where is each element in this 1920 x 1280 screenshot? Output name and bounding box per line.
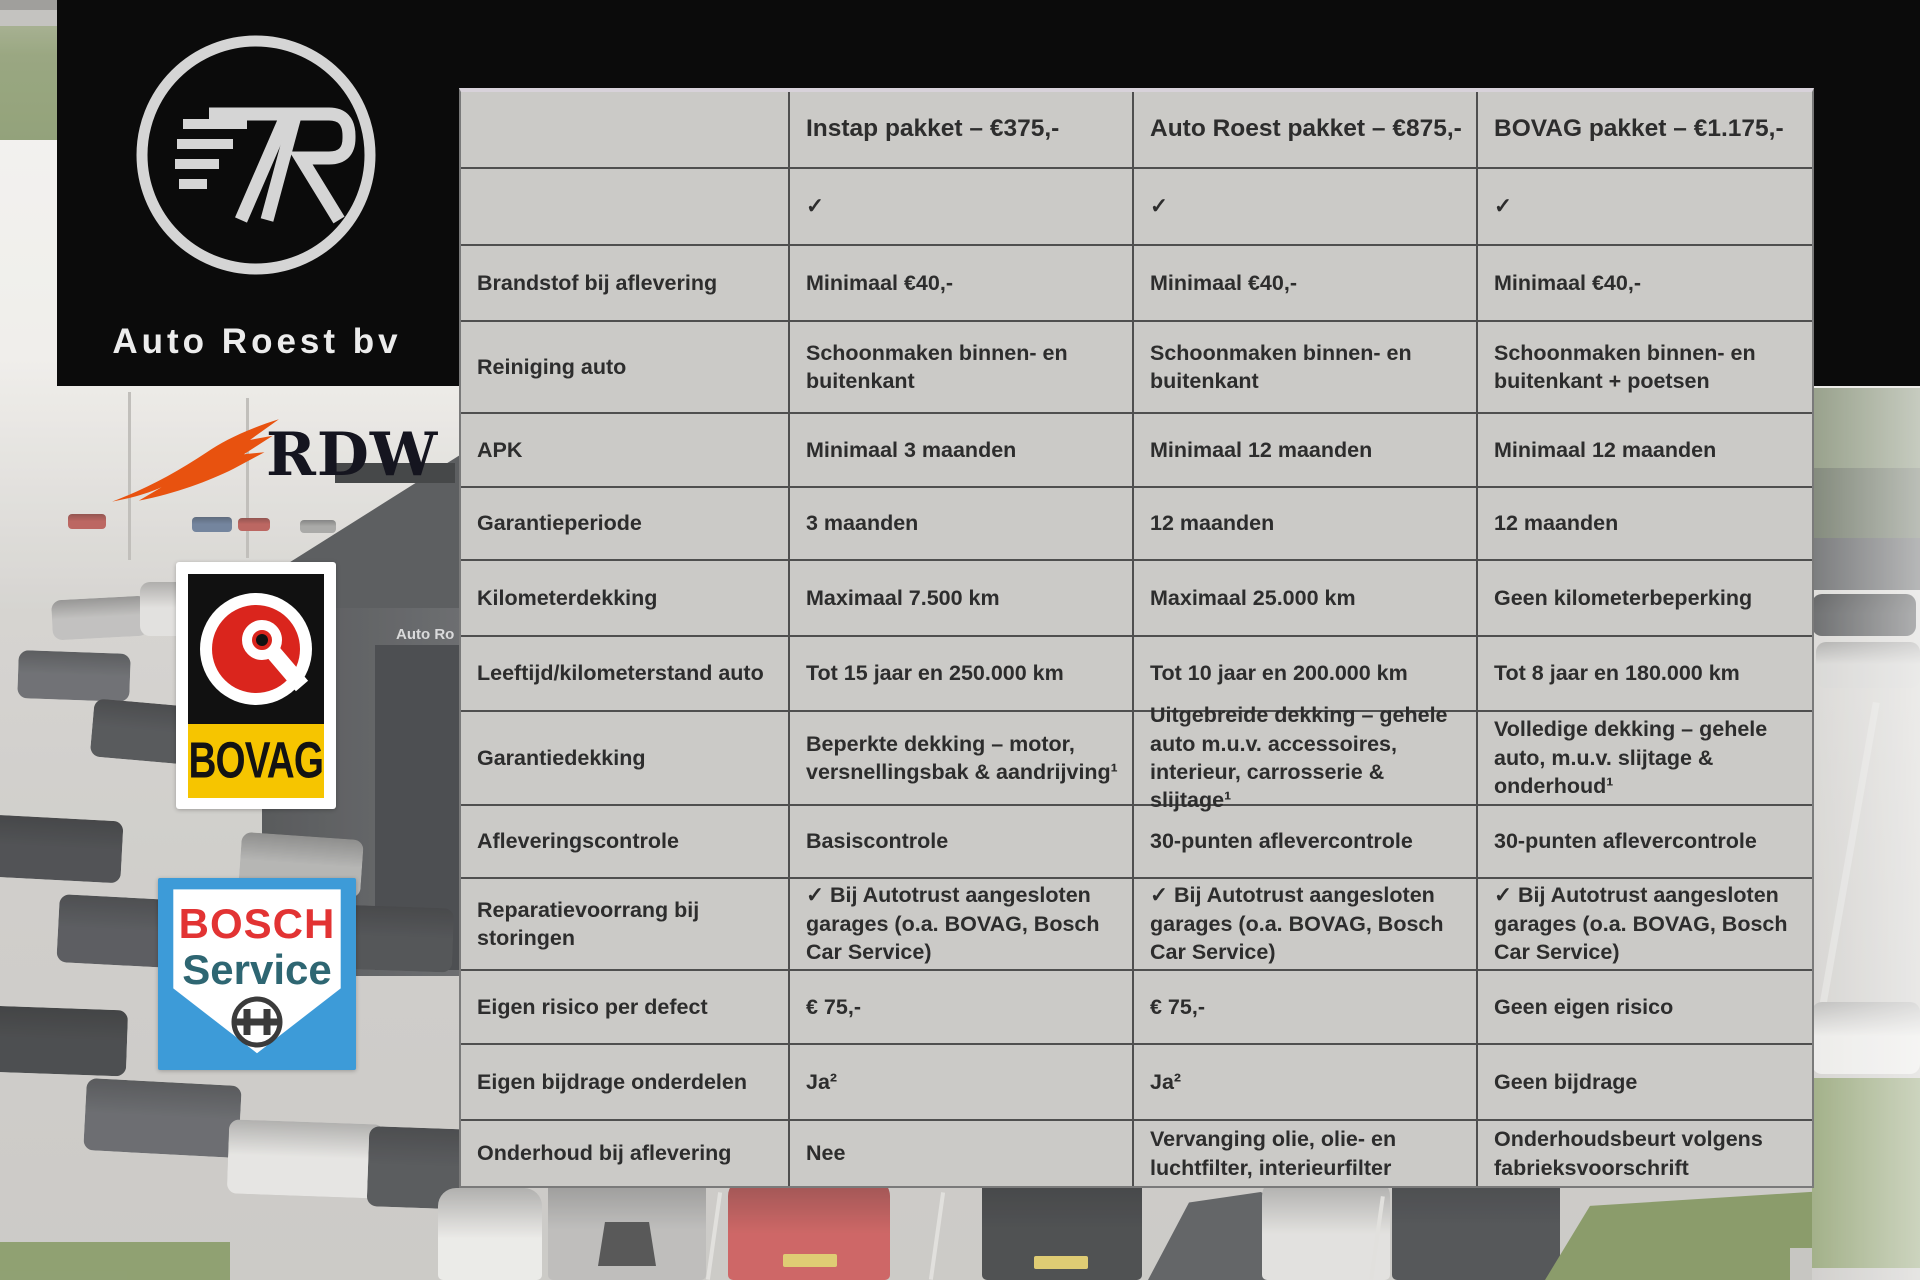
rdw-swoosh-icon bbox=[108, 412, 283, 512]
row-label: Garantiedekking bbox=[477, 745, 646, 770]
license-plate bbox=[1034, 1256, 1088, 1269]
cell: Minimaal €40,- bbox=[1476, 246, 1812, 320]
light-pole bbox=[1817, 702, 1879, 1018]
bovag-label: BOVAG bbox=[188, 732, 324, 789]
row-label: Brandstof bij aflevering bbox=[477, 270, 718, 295]
car-shape bbox=[728, 1178, 890, 1280]
row-label: Leeftijd/kilometerstand auto bbox=[477, 661, 764, 686]
bosch-label: BOSCH bbox=[178, 900, 336, 947]
cell: 12 maanden bbox=[1132, 488, 1476, 559]
bovag-band bbox=[188, 724, 324, 798]
cell: Schoonmaken binnen- en buitenkant bbox=[788, 322, 1132, 412]
cell: Geen eigen risico bbox=[1476, 971, 1812, 1043]
parking-line bbox=[929, 1192, 945, 1280]
table-row bbox=[461, 559, 1812, 635]
bosch-armature-icon bbox=[229, 994, 285, 1050]
header-instap-pakket: Instap pakket – €375,- bbox=[788, 92, 1132, 167]
auto-roest-logo-icon bbox=[129, 28, 383, 282]
row-label: APK bbox=[477, 437, 523, 462]
cell: Geen kilometerbeperking bbox=[1476, 561, 1812, 635]
bovag-logo bbox=[176, 562, 336, 809]
trees bbox=[1812, 388, 1920, 528]
bosch-service-logo bbox=[158, 878, 356, 1070]
car-shape bbox=[17, 650, 131, 702]
package-comparison-table bbox=[459, 88, 1814, 1188]
grass-strip bbox=[1812, 1078, 1920, 1268]
check-cell: ✓ bbox=[1476, 169, 1812, 244]
car-shape bbox=[68, 514, 106, 529]
header-empty-cell bbox=[461, 92, 788, 167]
cell: Minimaal 12 maanden bbox=[1132, 414, 1476, 486]
header-bovag-pakket: BOVAG pakket – €1.175,- bbox=[1476, 92, 1812, 167]
cell: 30-punten aflevercontrole bbox=[1132, 806, 1476, 877]
cell: ✓ Bij Autotrust aangesloten garages (o.a. BOVAG, Bosch Car Service) bbox=[788, 879, 1132, 969]
cell: Minimaal €40,- bbox=[1132, 246, 1476, 320]
cell: Minimaal €40,- bbox=[788, 246, 1132, 320]
bosch-service-label: Service bbox=[182, 946, 332, 993]
cell: Ja² bbox=[788, 1045, 1132, 1119]
car-shape bbox=[1812, 1002, 1920, 1074]
row-label: Afleveringscontrole bbox=[477, 829, 679, 854]
car-grille bbox=[598, 1222, 656, 1266]
table-header-row bbox=[461, 92, 1812, 167]
row-label: Eigen risico per defect bbox=[477, 994, 708, 1019]
cell: ✓ Bij Autotrust aangesloten garages (o.a. BOVAG, Bosch Car Service) bbox=[1132, 879, 1476, 969]
table-row bbox=[461, 412, 1812, 486]
car-shape bbox=[238, 518, 270, 531]
table-row bbox=[461, 244, 1812, 320]
building-sign-text: Auto Ro bbox=[396, 626, 455, 643]
cell: Maximaal 25.000 km bbox=[1132, 561, 1476, 635]
car-shape bbox=[227, 1119, 384, 1198]
photo-fade bbox=[1812, 388, 1920, 1280]
row-label: Reiniging auto bbox=[477, 354, 627, 379]
cell: Schoonmaken binnen- en buitenkant bbox=[1132, 322, 1476, 412]
cell: Ja² bbox=[1132, 1045, 1476, 1119]
cell: € 75,- bbox=[1132, 971, 1476, 1043]
car-shape bbox=[51, 596, 149, 641]
cell: Minimaal 3 maanden bbox=[788, 414, 1132, 486]
row-label bbox=[461, 169, 788, 244]
showroom-glass bbox=[375, 645, 460, 970]
car-shape bbox=[0, 1006, 128, 1077]
containers bbox=[1812, 538, 1920, 590]
cell: Tot 10 jaar en 200.000 km bbox=[1132, 637, 1476, 710]
parking-line bbox=[1369, 1196, 1385, 1280]
table-row bbox=[461, 1043, 1812, 1119]
cell: Basiscontrole bbox=[788, 806, 1132, 877]
rdw-logo bbox=[108, 412, 439, 517]
parking-line bbox=[706, 1192, 722, 1280]
car-shape bbox=[300, 520, 336, 533]
cell: Volledige dekking – gehele auto, m.u.v. slijtage & onderhoud¹ bbox=[1476, 712, 1812, 804]
car-cover-shape bbox=[1148, 1192, 1353, 1280]
grass-wedge bbox=[1545, 1185, 1920, 1280]
cell: Maximaal 7.500 km bbox=[788, 561, 1132, 635]
row-label: Onderhoud bij aflevering bbox=[477, 1141, 732, 1166]
cell: Tot 15 jaar en 250.000 km bbox=[788, 637, 1132, 710]
table-row bbox=[461, 167, 1812, 244]
car-shape bbox=[1816, 642, 1920, 688]
table-row bbox=[461, 486, 1812, 559]
cell: Geen bijdrage bbox=[1476, 1045, 1812, 1119]
table-row bbox=[461, 635, 1812, 710]
cell: 12 maanden bbox=[1476, 488, 1812, 559]
table-row bbox=[461, 804, 1812, 877]
company-name: Auto Roest bv bbox=[112, 322, 402, 361]
row-label: Eigen bijdrage onderdelen bbox=[477, 1069, 747, 1094]
row-label: Garantieperiode bbox=[477, 511, 642, 536]
cell: Onderhoudsbeurt volgens fabrieksvoorschrift bbox=[1476, 1121, 1812, 1186]
car-shape bbox=[83, 1078, 242, 1158]
cell: Vervanging olie, olie- en luchtfilter, interieurfilter bbox=[1132, 1121, 1476, 1186]
cell: Schoonmaken binnen- en buitenkant + poetsen bbox=[1476, 322, 1812, 412]
table-row bbox=[461, 969, 1812, 1043]
cell: 30-punten aflevercontrole bbox=[1476, 806, 1812, 877]
car-shape bbox=[438, 1188, 542, 1280]
bovag-emblem-icon bbox=[188, 574, 324, 724]
check-cell: ✓ bbox=[1132, 169, 1476, 244]
check-cell: ✓ bbox=[788, 169, 1132, 244]
table-row bbox=[461, 320, 1812, 412]
table-row bbox=[461, 877, 1812, 969]
car-shape bbox=[0, 815, 124, 884]
license-plate bbox=[783, 1254, 837, 1267]
row-label: Kilometerdekking bbox=[477, 585, 658, 610]
car-shape bbox=[192, 517, 232, 532]
car-shape bbox=[1262, 1178, 1390, 1280]
table-row bbox=[461, 1119, 1812, 1186]
hedge bbox=[1812, 468, 1920, 543]
cell: Beperkte dekking – motor, versnellingsbak & aandrijving¹ bbox=[788, 712, 1132, 804]
cell: Tot 8 jaar en 180.000 km bbox=[1476, 637, 1812, 710]
pavement bbox=[1790, 1248, 1920, 1280]
header-auto-roest-pakket: Auto Roest pakket – €875,- bbox=[1132, 92, 1476, 167]
cell: Nee bbox=[788, 1121, 1132, 1186]
car-shape bbox=[1812, 594, 1916, 636]
cell: Minimaal 12 maanden bbox=[1476, 414, 1812, 486]
table-row bbox=[461, 703, 1812, 813]
row-label: Reparatievoorrang bij storingen bbox=[477, 897, 700, 950]
cell: ✓ Bij Autotrust aangesloten garages (o.a. BOVAG, Bosch Car Service) bbox=[1476, 879, 1812, 969]
cell: Uitgebreide dekking – gehele auto m.u.v. accessoires, interieur, carrosserie & slijtage¹ bbox=[1132, 712, 1476, 804]
cell: 3 maanden bbox=[788, 488, 1132, 559]
grass-strip bbox=[0, 1242, 230, 1280]
rdw-label: RDW bbox=[266, 420, 439, 490]
cell: € 75,- bbox=[788, 971, 1132, 1043]
